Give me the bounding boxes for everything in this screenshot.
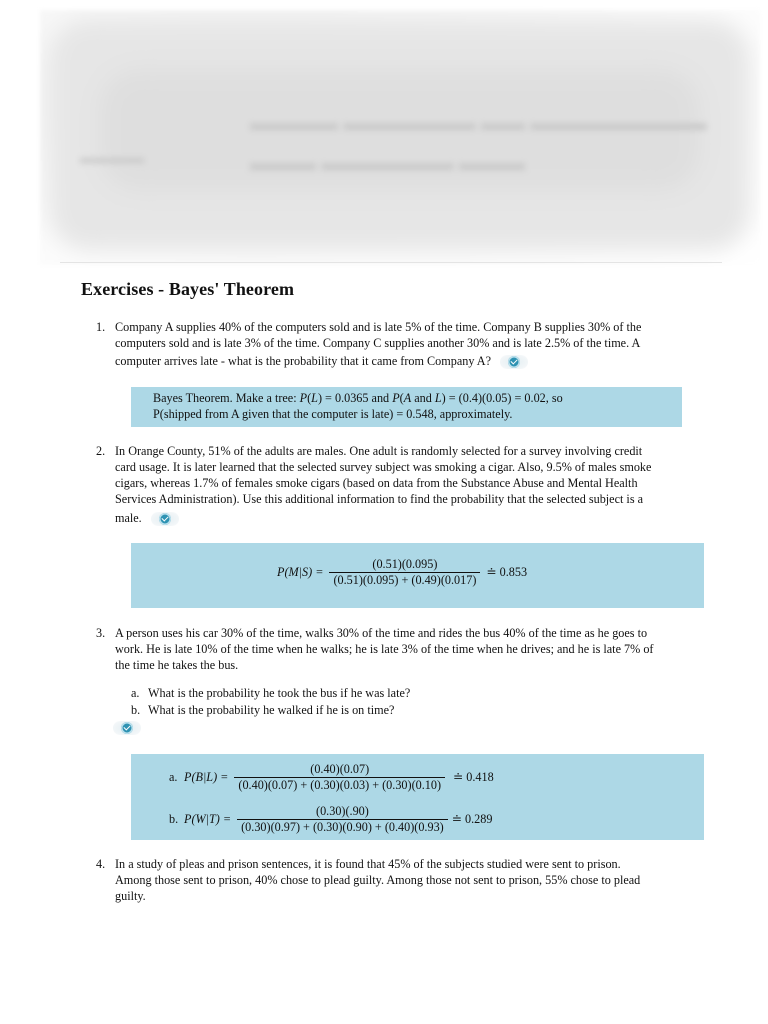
exercise-number: 1. (96, 320, 106, 334)
subquestion (131, 685, 410, 702)
blurred-header-image: ▬▬▬▬ ▬▬▬▬▬▬ ▬▬ ▬▬▬▬▬▬▬▬ ▬▬▬ ▬▬▬▬▬▬ ▬▬▬ ▬▬▬▬ (40, 10, 760, 265)
answer-text: P(shipped from A given that the computer is late) = 0.548, approximately. (153, 406, 513, 421)
exercise-line: Among those sent to prison, 40% chose to plead guilty. Among those not sent to prison, 55% chose to plead (115, 873, 641, 887)
formula-result: ≐ 0.418 (453, 770, 494, 784)
formula-denominator: (0.51)(0.095) + (0.49)(0.017) (329, 572, 480, 588)
exercise-1 (96, 319, 726, 369)
subquestion-label: a. (131, 686, 140, 700)
header-divider (60, 262, 722, 263)
formula-result: ≐ 0.289 (451, 812, 493, 826)
answer-text: Bayes Theorem. Make a tree: (153, 391, 300, 405)
subquestion-text: What is the probability he took the bus if he was late? (148, 686, 411, 700)
formula-numerator: (0.40)(0.07) (310, 762, 370, 776)
show-answer-button[interactable] (113, 721, 141, 735)
show-answer-button[interactable] (500, 355, 528, 369)
formula-denominator: (0.40)(0.07) + (0.30)(0.03) + (0.30)(0.10) (234, 777, 445, 793)
page-title: Exercises - Bayes' Theorem (81, 279, 295, 299)
formula-lhs: P(B|L) = (184, 770, 229, 784)
exercise-line: In a study of pleas and prison sentences, it is found that 45% of the subjects studied were sent to prison. (115, 857, 621, 871)
exercise-4 (96, 856, 726, 904)
exercise-line: card usage. It is later learned that the selected survey subject was smoking a cigar. Also, 9.5% of males smoke (115, 460, 652, 474)
exercise-line: In Orange County, 51% of the adults are males. One adult is randomly selected for a survey involving credit (115, 444, 643, 458)
subquestion-text: What is the probability he walked if he is on time? (148, 702, 395, 717)
formula-lhs: P(M|S) = (277, 565, 324, 579)
formula-label: b. (169, 812, 179, 826)
answer-text: A (403, 391, 412, 405)
answer-text: P (299, 391, 308, 405)
formula-label: a. (169, 770, 178, 784)
exercise-number: 3. (96, 626, 106, 640)
answer-text: P (392, 391, 400, 405)
subquestion-list (131, 685, 410, 718)
exercise-line: work. He is late 10% of the time when he walks; he is late 3% of the time when he drives; and he is late 7% of (115, 642, 654, 656)
exercise-2 (96, 443, 726, 526)
exercise-line: Company A supplies 40% of the computers sold and is late 5% of the time. Company B supplies 30% of the (115, 320, 642, 334)
answer-text: and (411, 391, 435, 405)
exercise-3 (96, 625, 726, 673)
answer-text: L (434, 391, 442, 405)
formula-result: ≐ 0.853 (486, 565, 528, 579)
show-answer-button[interactable] (151, 512, 179, 526)
exercise-line: Services Administration). Use this additional information to find the probability that the selected subject is a (115, 492, 644, 506)
checkmark-circle-icon (159, 513, 171, 525)
exercise-line: male. (115, 511, 142, 525)
subquestion-label: b. (131, 702, 141, 717)
exercise-line: A person uses his car 30% of the time, walks 30% of the time and rides the bus 40% of the time as he goes to (115, 626, 648, 640)
formula-numerator: (0.30)(.90) (316, 804, 369, 818)
formula-numerator: (0.51)(0.095) (372, 557, 438, 571)
exercise-line: computers sold and is late 3% of the time. Company C supplies another 30% and is late 2.5% of the time. A (115, 336, 641, 350)
answer-text: ) = 0.0365 and (317, 391, 393, 405)
exercise-line: the time he takes the bus. (115, 658, 239, 672)
answer-box-1: Bayes Theorem. Make a tree: P(L) = 0.0365 and P(A and L) = (0.4)(0.05) = 0.02, so P(shipped from A given that the computer is late) = 0.548, approximately. (131, 387, 682, 427)
subquestion (131, 702, 410, 719)
exercise-line: cigars, whereas 1.7% of females smoke cigars (based on data from the Substance Abuse and Mental Health (115, 476, 638, 490)
checkmark-circle-icon (121, 722, 133, 734)
exercise-number: 2. (96, 444, 106, 458)
formula-lhs: P(W|T) = (184, 812, 232, 826)
answer-box-3 (131, 754, 704, 840)
exercise-line: guilty. (115, 889, 146, 903)
answer-text: L (311, 391, 318, 405)
formula-a (169, 762, 494, 793)
exercise-number: 4. (96, 857, 106, 871)
formula-b (169, 804, 492, 835)
formula-denominator: (0.30)(0.97) + (0.30)(0.90) + (0.40)(0.93) (237, 819, 448, 835)
answer-text: ) = (0.4)(0.05) = 0.02, so (441, 391, 563, 405)
checkmark-circle-icon (508, 356, 520, 368)
answer-box-2 (131, 543, 704, 608)
exercise-line: computer arrives late - what is the probability that it came from Company A? (115, 354, 492, 368)
